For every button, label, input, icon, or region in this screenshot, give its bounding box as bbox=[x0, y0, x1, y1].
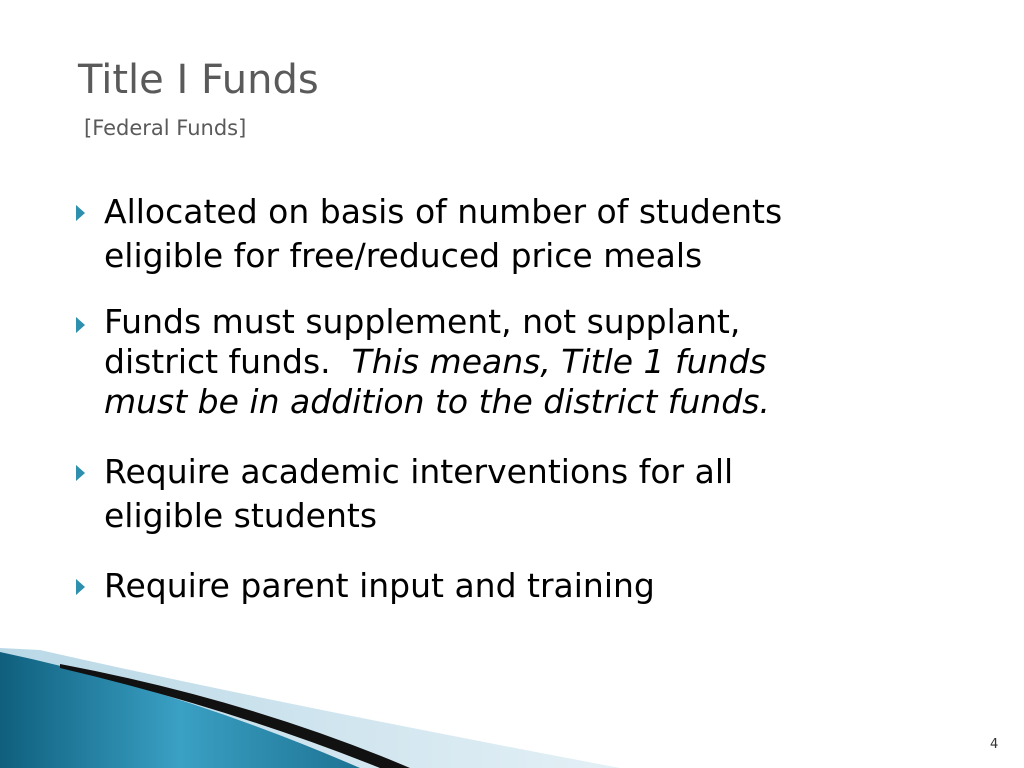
bullet-text-line: Allocated on basis of number of students bbox=[104, 192, 783, 231]
slide-subtitle: [Federal Funds] bbox=[84, 116, 247, 140]
bullet-text-line: Require academic interventions for all bbox=[104, 452, 734, 491]
bullet-text-italic: This means, Title 1 funds bbox=[351, 342, 767, 381]
bullet-text-line: eligible for free/reduced price meals bbox=[104, 236, 703, 275]
bullet-text-line: Require parent input and training bbox=[104, 566, 655, 605]
bullet-text-line: Funds must supplement, not supplant, bbox=[104, 302, 741, 341]
bullet-text-italic-line: must be in addition to the district funds. bbox=[104, 382, 770, 421]
bullet-text-plain: district funds. bbox=[104, 342, 331, 381]
bullet-text-line: eligible students bbox=[104, 496, 378, 535]
slide-title: Title I Funds bbox=[78, 57, 319, 103]
page-number: 4 bbox=[990, 737, 999, 752]
